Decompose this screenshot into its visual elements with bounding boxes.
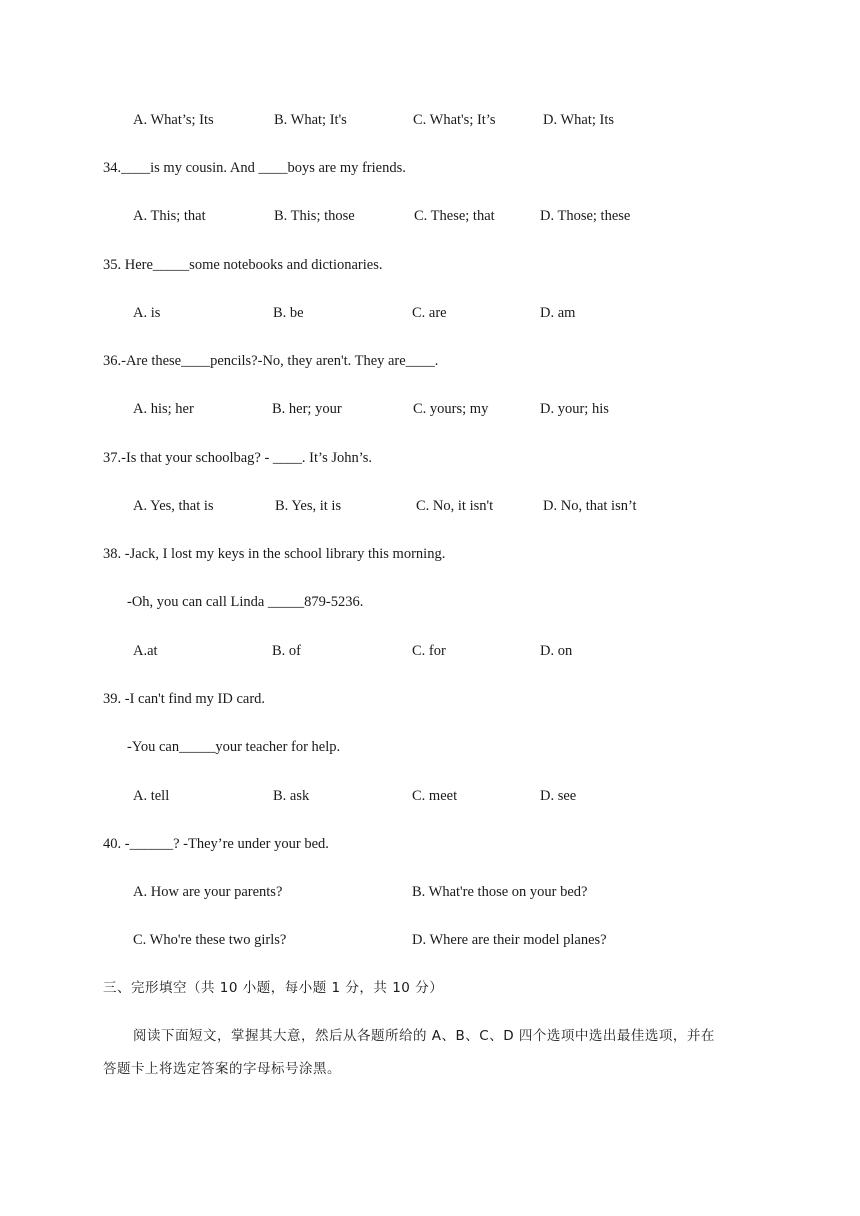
q35-option-c: C. are xyxy=(412,305,447,321)
q36-option-c: C. yours; my xyxy=(413,401,489,417)
q38-stem: 38. -Jack, I lost my keys in the school library this morning. xyxy=(103,546,446,562)
q34-option-b: B. This; those xyxy=(274,208,355,224)
q40-stem: 40. -______? -They’re under your bed. xyxy=(103,836,329,852)
q39-reply: -You can_____your teacher for help. xyxy=(127,739,341,755)
q40-option-a: A. How are your parents? xyxy=(133,884,283,900)
q40-option-b: B. What're those on your bed? xyxy=(412,884,588,900)
q38-option-c: C. for xyxy=(412,643,446,659)
q36-stem: 36.-Are these____pencils?-No, they aren't. They are____. xyxy=(103,353,439,369)
q39-option-c: C. meet xyxy=(412,788,458,804)
section-instruction-line2: 答题卡上将选定答案的字母标号涂黑。 xyxy=(103,1061,341,1077)
q39-option-a: A. tell xyxy=(133,788,170,804)
q34-option-c: C. These; that xyxy=(414,208,495,224)
q36-option-a: A. his; her xyxy=(133,401,194,417)
q40-option-d: D. Where are their model planes? xyxy=(412,932,607,948)
q36-option-d: D. your; his xyxy=(540,401,609,417)
q38-option-a: A.at xyxy=(133,643,158,659)
q33-option-b: B. What; It's xyxy=(274,112,347,128)
section-instruction-line1: 阅读下面短文，掌握其大意，然后从各题所给的 A、B、C、D 四个选项中选出最佳选项，并在 xyxy=(133,1028,715,1044)
q39-stem: 39. -I can't find my ID card. xyxy=(103,691,266,707)
q38-reply: -Oh, you can call Linda _____879-5236. xyxy=(127,594,364,610)
q33-option-a: A. What’s; Its xyxy=(133,112,214,128)
q34-stem: 34.____is my cousin. And ____boys are my friends. xyxy=(103,160,406,176)
q39-option-b: B. ask xyxy=(273,788,310,804)
q34-option-d: D. Those; these xyxy=(540,208,631,224)
q33-option-c: C. What's; It’s xyxy=(413,112,496,128)
q37-option-a: A. Yes, that is xyxy=(133,498,214,514)
q35-option-b: B. be xyxy=(273,305,304,321)
q35-option-d: D. am xyxy=(540,305,576,321)
q40-option-c: C. Who're these two girls? xyxy=(133,932,287,948)
q37-option-d: D. No, that isn’t xyxy=(543,498,637,514)
q36-option-b: B. her; your xyxy=(272,401,342,417)
q37-stem: 37.-Is that your schoolbag? - ____. It’s John’s. xyxy=(103,450,373,466)
q35-stem: 35. Here_____some notebooks and dictionaries. xyxy=(103,257,383,273)
q39-option-d: D. see xyxy=(540,788,577,804)
q38-option-b: B. of xyxy=(272,643,301,659)
section-heading: 三、完形填空（共 10 小题，每小题 1 分，共 10 分） xyxy=(103,980,444,996)
q37-option-c: C. No, it isn't xyxy=(416,498,494,514)
q37-option-b: B. Yes, it is xyxy=(275,498,342,514)
q33-option-d: D. What; Its xyxy=(543,112,615,128)
q34-option-a: A. This; that xyxy=(133,208,206,224)
q38-option-d: D. on xyxy=(540,643,573,659)
q35-option-a: A. is xyxy=(133,305,161,321)
